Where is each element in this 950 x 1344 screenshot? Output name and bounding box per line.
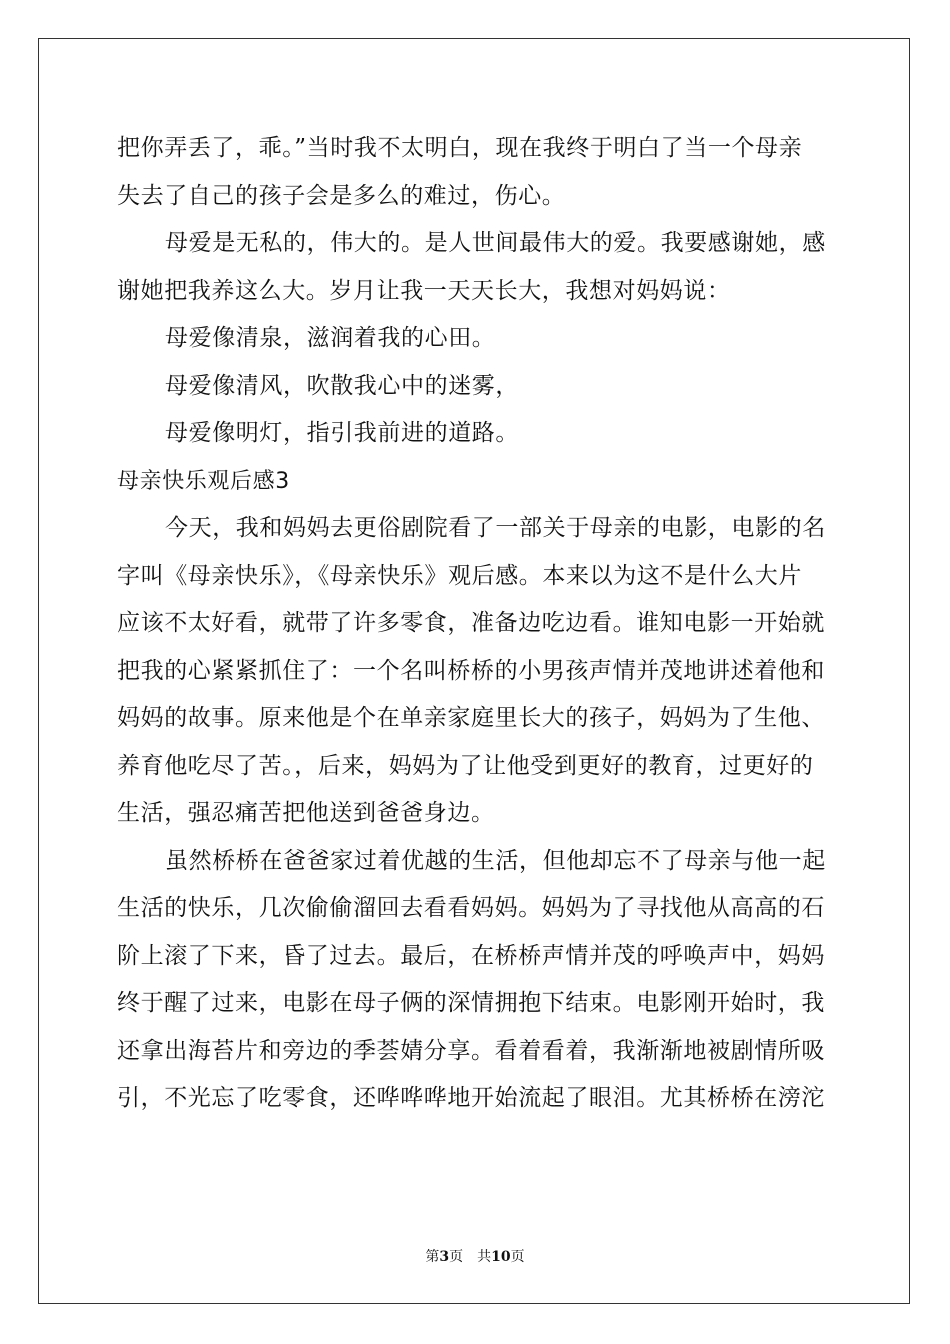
text-line: 引，不光忘了吃零食，还哗哗哗地开始流起了眼泪。尤其桥桥在滂沱 [117, 1085, 825, 1111]
text-line: 母爱像清泉，滋润着我的心田。 [165, 325, 496, 351]
text-line: 生活，强忍痛苦把他送到爸爸身边。 [117, 800, 495, 826]
text-line: 母爱像明灯，指引我前进的道路。 [165, 420, 519, 446]
text-line: 终于醒了过来，电影在母子俩的深情拥抱下结束。电影刚开始时，我 [117, 990, 825, 1016]
text-line: 母爱是无私的，伟大的。是人世间最伟大的爱。我要感谢她，感 [165, 230, 826, 256]
text-line: 把你弄丢了，乖。”当时我不太明白，现在我终于明白了当一个母亲 [117, 135, 803, 161]
text-line: 还拿出海苔片和旁边的季荟婧分享。看着看着，我渐渐地被剧情所吸 [117, 1037, 825, 1064]
document-body [117, 125, 833, 1123]
total-suffix: 页 [510, 1249, 525, 1265]
text-line: 母爱像清风，吹散我心中的迷雾， [165, 372, 519, 399]
text-line: 阶上滚了下来，昏了过去。最后，在桥桥声情并茂的呼唤声中，妈妈 [117, 942, 825, 969]
text-line: 养育他吃尽了苦。，后来，妈妈为了让他受到更好的教育，过更好的 [117, 752, 814, 779]
text-line: 妈妈的故事。原来他是个在单亲家庭里长大的孩子，妈妈为了生他、 [117, 705, 825, 731]
total-prefix: 共 [477, 1249, 492, 1265]
text-line: 失去了自己的孩子会是多么的难过，伤心。 [117, 182, 566, 209]
text-line: 虽然桥桥在爸爸家过着优越的生活，但他却忘不了母亲与他一起 [165, 847, 826, 874]
page-footer [0, 1246, 950, 1266]
text-line: 把我的心紧紧抓住了：一个名叫桥桥的小男孩声情并茂地讲述着他和 [117, 657, 825, 684]
total-pages: 10 [491, 1249, 511, 1265]
page-suffix: 页 [449, 1249, 464, 1265]
text-line: 应该不太好看，就带了许多零食，准备边吃边看。谁知电影一开始就 [117, 610, 825, 636]
text-line: 谢她把我养这么大。岁月让我一天天长大，我想对妈妈说： [117, 277, 731, 304]
section-heading: 母亲快乐观后感3 [117, 468, 290, 494]
text-line: 字叫《母亲快乐》，《母亲快乐》观后感。本来以为这不是什么大片 [117, 562, 802, 589]
text-line: 今天，我和妈妈去更俗剧院看了一部关于母亲的电影，电影的名 [165, 515, 826, 541]
page-prefix: 第 [425, 1249, 440, 1265]
page-number: 3 [439, 1249, 450, 1265]
text-line: 生活的快乐，几次偷偷溜回去看看妈妈。妈妈为了寻找他从高高的石 [117, 895, 825, 921]
